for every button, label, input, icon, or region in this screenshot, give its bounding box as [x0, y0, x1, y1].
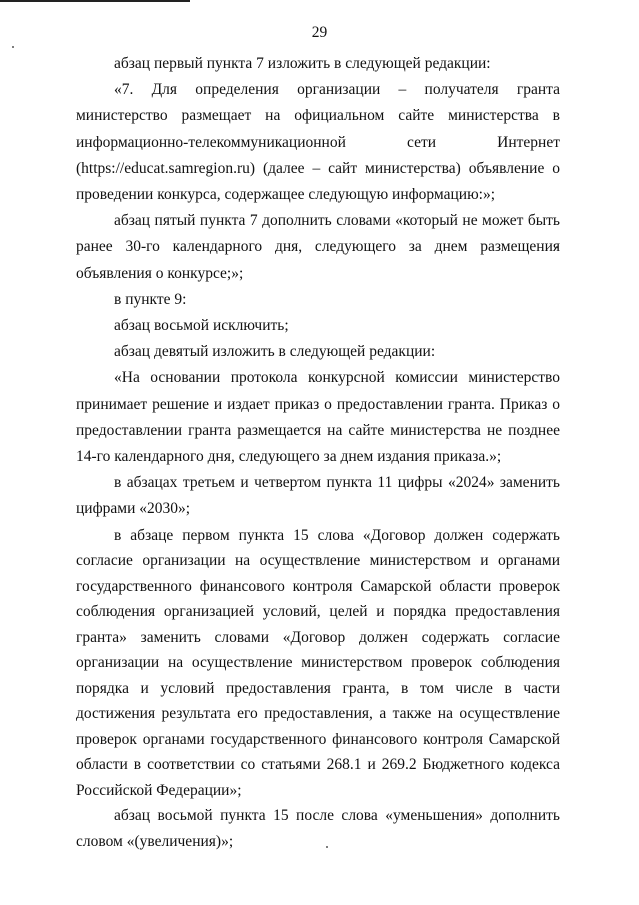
paragraph: «7. Для определения организации – получателя гранта министерство размещает на официальном сайте министерства в информационно-телекоммуникационной сети Интернет (https://educat.samregion.ru) (далее – сайт министерства) объявление о проведении конкурса, содержащее следующую информацию:»; [76, 81, 560, 204]
paragraph: абзац девятый изложить в следующей редакции: [114, 343, 436, 361]
paragraph: абзац пятый пункта 7 дополнить словами «который не может быть ранее 30-го календарного дня, следующего за днем размещения объявления о конкурсе;»; [76, 212, 560, 282]
scan-speck [12, 46, 14, 48]
paragraph: в абзацах третьем и четвертом пункта 11 цифры «2024» заменить цифрами «2030»; [76, 474, 560, 518]
top-rule [0, 0, 190, 2]
paragraph: в абзаце первом пункта 15 слова «Договор должен содержать согласие организации на осуществление министерством и органами государственного финансового контроля Самарской области проверок соблюдения организацией условий, целей и порядка предоставления гранта» заменить словами «Договор должен содержать согласие организации на осуществление министерством проверок соблюдения порядка и условий предоставления гранта, в том числе в части достижения результата его предоставления, а также на осуществление проверок органами государственного финансового контроля Самарской области в соответствии со статьями 268.1 и 269.2 Бюджетного кодекса Российской Федерации»; [76, 526, 560, 799]
page-number: 29 [311, 24, 328, 41]
paragraph: в пункте 9: [114, 290, 187, 308]
paragraph: «На основании протокола конкурсной комиссии министерство принимает решение и издает приказ о предоставлении гранта. Приказ о предоставлении гранта размещается на сайте министерства не позднее 14-го календарного дня, следующего за днем издания приказа.»; [76, 369, 560, 466]
paragraph: абзац восьмой исключить; [114, 317, 289, 335]
paragraph: абзац первый пункта 7 изложить в следующей редакции: [114, 55, 491, 72]
paragraph: абзац восьмой пункта 15 после слова «уменьшения» дополнить словом «(увеличения)»; [76, 807, 560, 851]
document-body [76, 51, 560, 856]
